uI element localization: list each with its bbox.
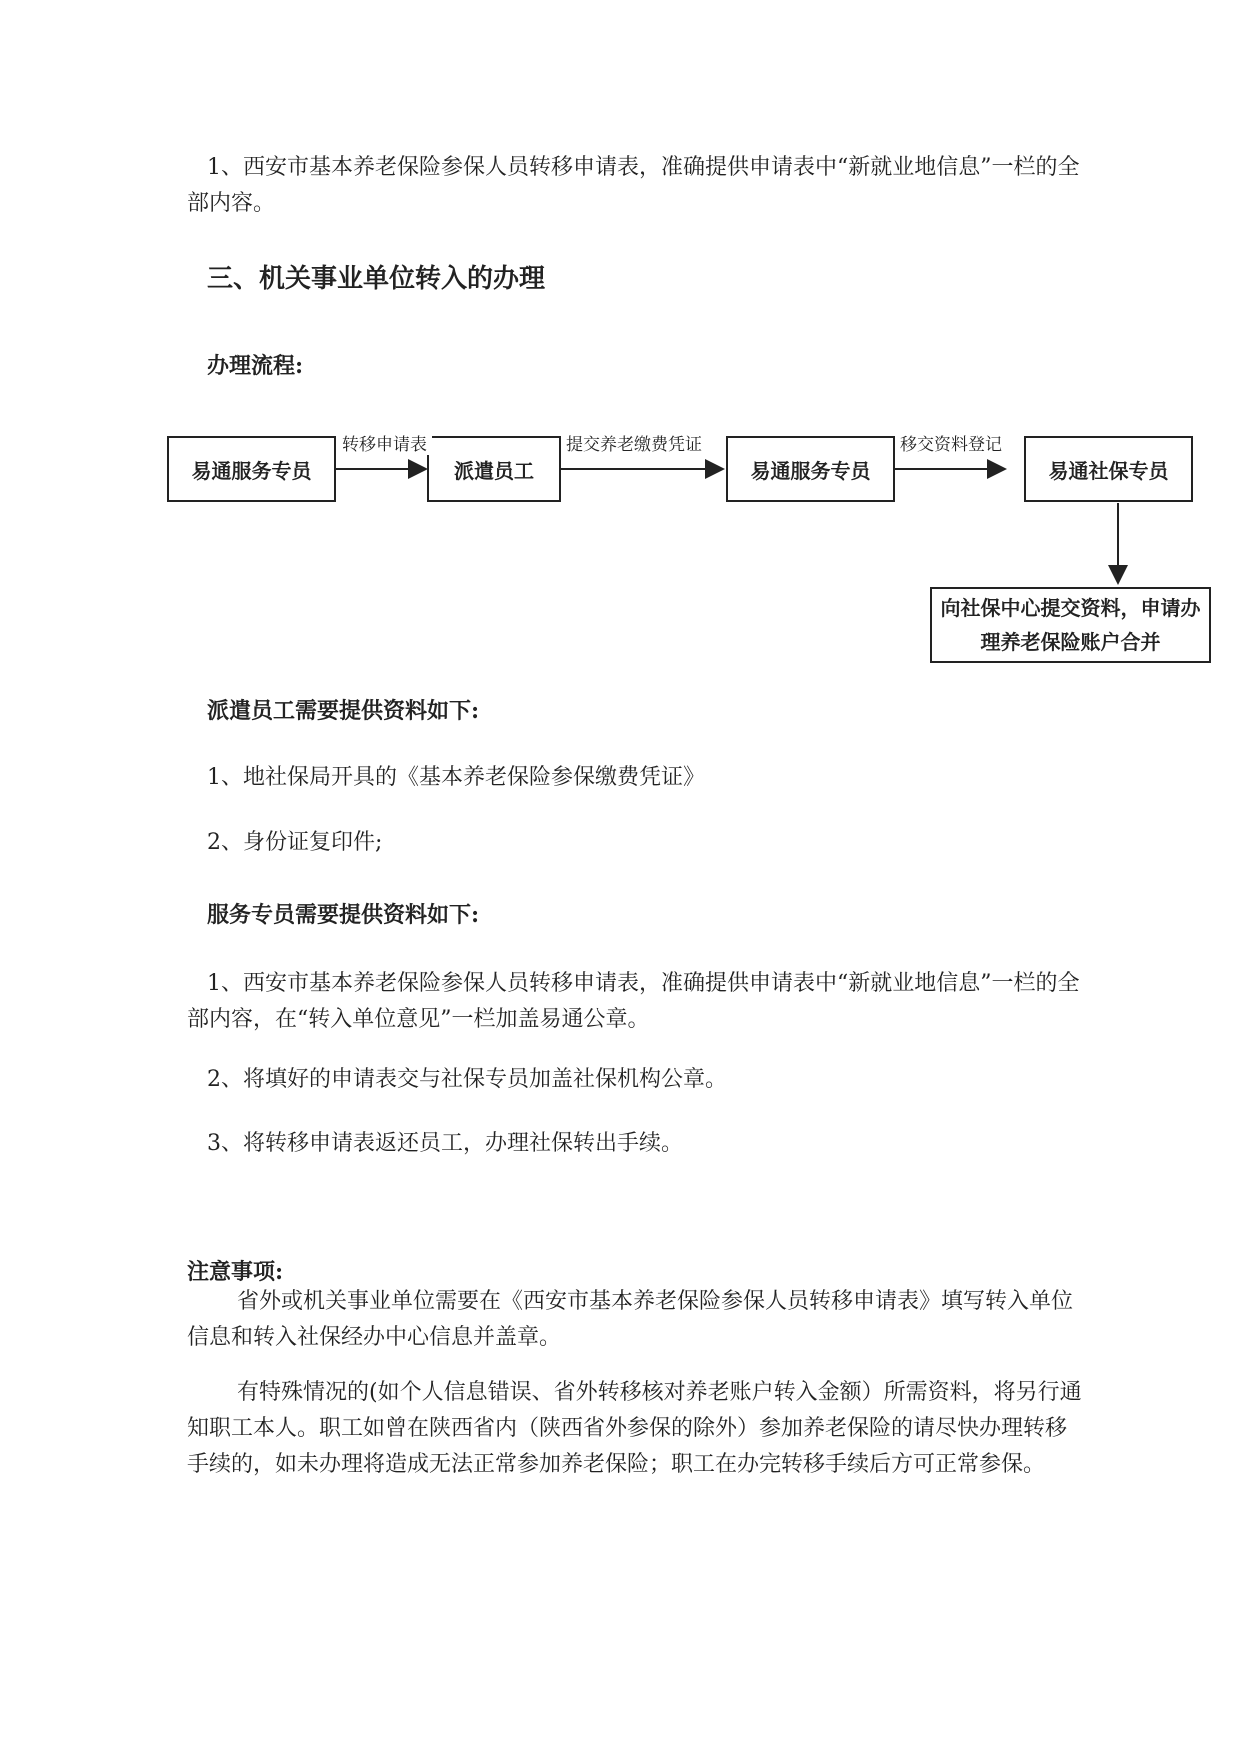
notes-paragraph-2: 有特殊情况的(如个人信息错误、省外转移核对养老账户转入金额）所需资料，将另行通知职工本人。职工如曾在陕西省内（陕西省外参保的除外）参加养老保险的请尽快办理转移手续的，如未办理将造成无法正常参加养老保险；职工在办完转移手续后方可正常参保。 bbox=[187, 1380, 1082, 1477]
flow-node-dispatched-employee: 派遣员工 bbox=[427, 436, 561, 502]
edge-label-1: 转移申请表 bbox=[342, 430, 432, 455]
service-doc-item-2: 2、将填好的申请表交与社保专员加盖社保机构公章。 bbox=[207, 1067, 727, 1092]
flow-node-service-specialist-2: 易通服务专员 bbox=[726, 436, 895, 502]
edge-label-2: 提交养老缴费凭证 bbox=[566, 430, 702, 455]
service-docs-title: 服务专员需要提供资料如下: bbox=[207, 902, 480, 928]
employee-docs-title: 派遣员工需要提供资料如下: bbox=[207, 698, 480, 724]
service-doc-item-3: 3、将转移申请表返还员工，办理社保转出手续。 bbox=[207, 1131, 683, 1156]
flow-node-submit-to-center: 向社保中心提交资料，申请办理养老保险账户合并 bbox=[930, 587, 1211, 663]
flow-node-social-security-specialist: 易通社保专员 bbox=[1024, 436, 1193, 502]
employee-doc-item-1: 1、地社保局开具的《基本养老保险参保缴费凭证》 bbox=[207, 765, 705, 790]
intro-paragraph: 1、西安市基本养老保险参保人员转移申请表，准确提供申请表中“新就业地信息”一栏的全部内容。 bbox=[187, 155, 1080, 216]
flow-label: 办理流程: bbox=[207, 353, 304, 379]
section-title: 三、机关事业单位转入的办理 bbox=[207, 264, 546, 294]
service-doc-item-1: 1、西安市基本养老保险参保人员转移申请表，准确提供申请表中“新就业地信息”一栏的全部内容，在“转入单位意见”一栏加盖易通公章。 bbox=[187, 971, 1080, 1032]
edge-label-3: 移交资料登记 bbox=[900, 430, 1002, 455]
employee-doc-item-2: 2、身份证复印件; bbox=[207, 830, 383, 855]
notes-paragraph-1: 省外或机关事业单位需要在《西安市基本养老保险参保人员转移申请表》填写转入单位信息和转入社保经办中心信息并盖章。 bbox=[187, 1289, 1074, 1350]
flow-node-service-specialist: 易通服务专员 bbox=[167, 436, 336, 502]
notes-title: 注意事项: bbox=[187, 1259, 284, 1285]
